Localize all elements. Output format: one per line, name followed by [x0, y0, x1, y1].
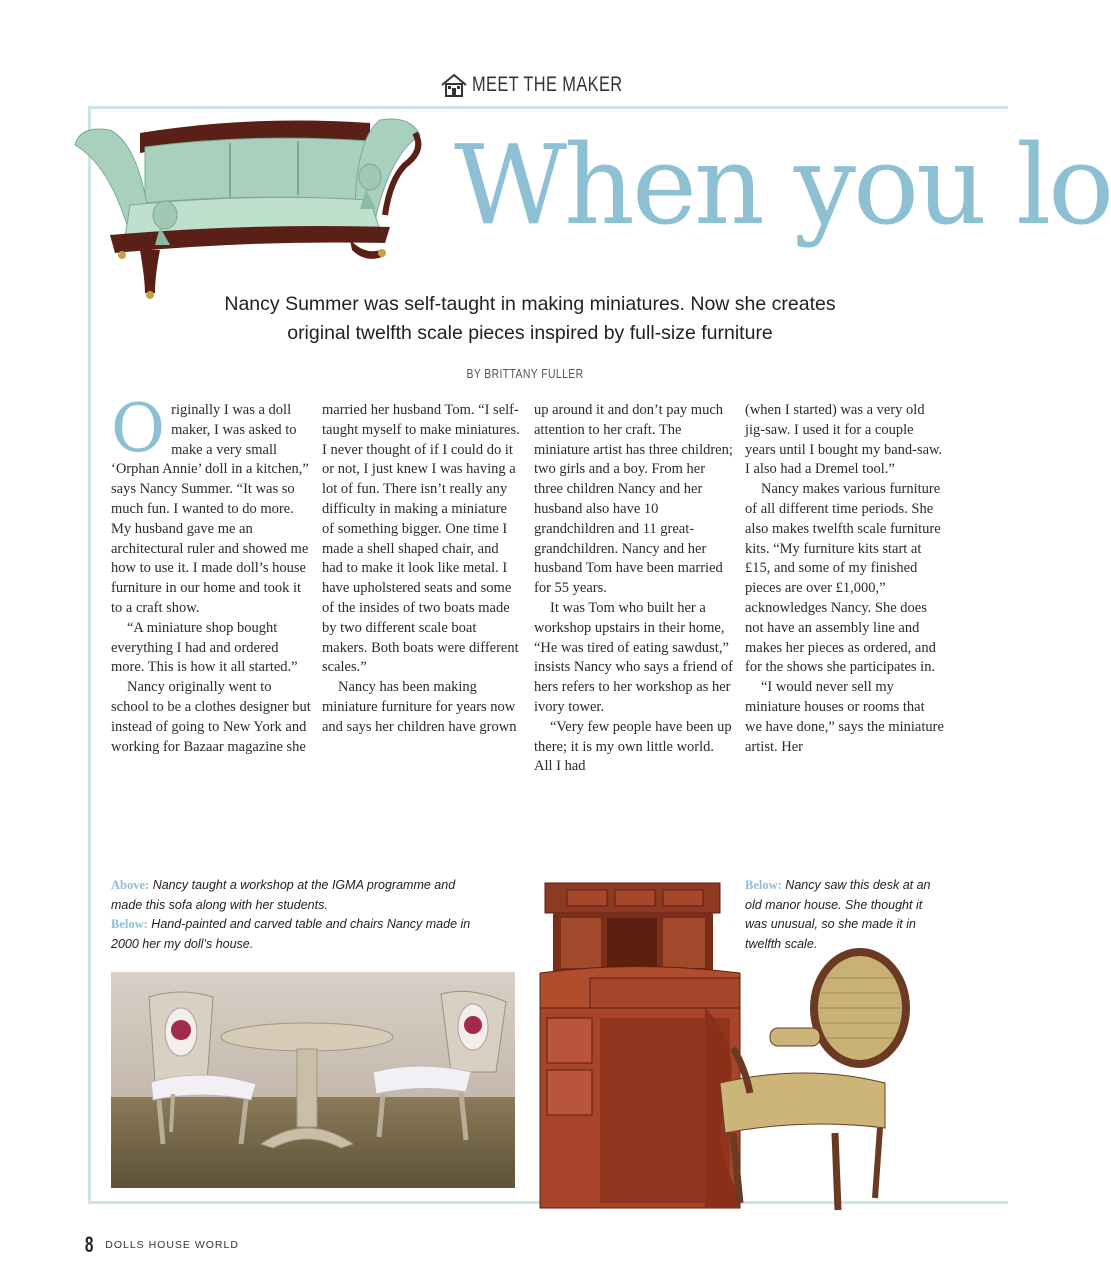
article-column-2 [322, 401, 522, 738]
desk-armchair-photo [535, 878, 915, 1213]
article-paragraph: Originally I was a doll maker, I was asked to make a very small ‘Orphan Annie’ doll in a kitchen,” says Nancy Summer. “It was so much fun. I wanted to do more. My husband gave me an architectural ruler and showed me how to use it. I made doll’s house furniture in our home and took it to a craft show. [111, 390, 309, 616]
article-paragraph: Nancy has been making miniature furniture for years now and says her children have grown [322, 679, 517, 735]
standfirst [150, 290, 910, 348]
article-paragraph: (when I started) was a very old jig-saw. I used it for a couple years until I bought my band-saw. I also had a Dremel tool.” [745, 402, 943, 478]
caption-label: Below: [111, 917, 148, 931]
caption-text: Nancy saw this desk at an old manor house. She thought it was unusual, so she made it in twelfth scale. [745, 878, 931, 951]
section-title: MEET THE MAKER [472, 73, 623, 96]
article-paragraph: Nancy makes various furniture of all different time periods. She also makes twelfth scale furniture kits. “My furniture kits start at £15, and some of my finished pieces are over £1,000,” acknowledges Nancy. She does not have an assembly line and makes her pieces as ordered, and for the shows she participates in. [745, 481, 941, 676]
table-chairs-photo [111, 972, 515, 1188]
caption-left [111, 876, 481, 954]
article-column-3 [534, 401, 734, 777]
caption-text: Hand-painted and carved table and chairs Nancy made in 2000 her my doll’s house. [111, 917, 471, 951]
standfirst-line-2: original twelfth scale pieces inspired by full-size furniture [287, 322, 773, 344]
sofa-photo [70, 105, 430, 305]
drop-cap: O [111, 390, 166, 467]
caption-label: Above: [111, 878, 150, 892]
article-paragraph: up around it and don’t pay much attention to her craft. The miniature artist has three children; two girls and a boy. From her three children Nancy and her husband also have 10 grandchildren and 11 great-grandchildren. Nancy and her husband Tom have been married for 55 years. [534, 402, 733, 597]
article-paragraph: Nancy originally went to school to be a clothes designer but instead of going to New York and working for Bazaar magazine she [111, 679, 311, 755]
byline: BY BRITTANY FULLER [466, 366, 584, 381]
article-paragraph: It was Tom who built her a workshop upstairs in their home, “He was tired of eating sawdust,” insists Nancy who says a friend of hers refers to her workshop as her ivory tower. [534, 599, 733, 715]
article-paragraph: “A miniature shop bought everything I had and ordered more. This is how it all started.” [111, 619, 298, 676]
article-paragraph: “Very few people have been up there; it is my own little world. All I had [534, 718, 732, 775]
house-icon [440, 72, 468, 98]
page-number: 8 [84, 1232, 94, 1257]
page-footer [83, 1232, 239, 1258]
caption-text: Nancy taught a workshop at the IGMA programme and made this sofa along with her students. [111, 878, 456, 912]
standfirst-line-1: Nancy Summer was self-taught in making miniatures. Now she creates [224, 293, 836, 315]
article-column-4 [745, 401, 945, 757]
caption-label: Below: [745, 878, 782, 892]
magazine-name: DOLLS HOUSE WORLD [105, 1239, 239, 1251]
headline: When you lo [454, 121, 1111, 249]
section-label [440, 70, 665, 100]
article-paragraph: “I would never sell my miniature houses or rooms that we have done,” says the miniature artist. Her [745, 679, 944, 755]
article-paragraph: married her husband Tom. “I self-taught myself to make miniatures. I never thought of if I could do it or not, I just knew I was having a lot of fun. There isn’t really any difficulty in making a miniature of something bigger. One time I made a shell shaped chair, and had to make it look like metal. I have upholstered seats and some of the insides of two boats made by two different scale boat makers. Both boats were different scales.” [322, 402, 520, 676]
article-column-1 [111, 390, 311, 757]
